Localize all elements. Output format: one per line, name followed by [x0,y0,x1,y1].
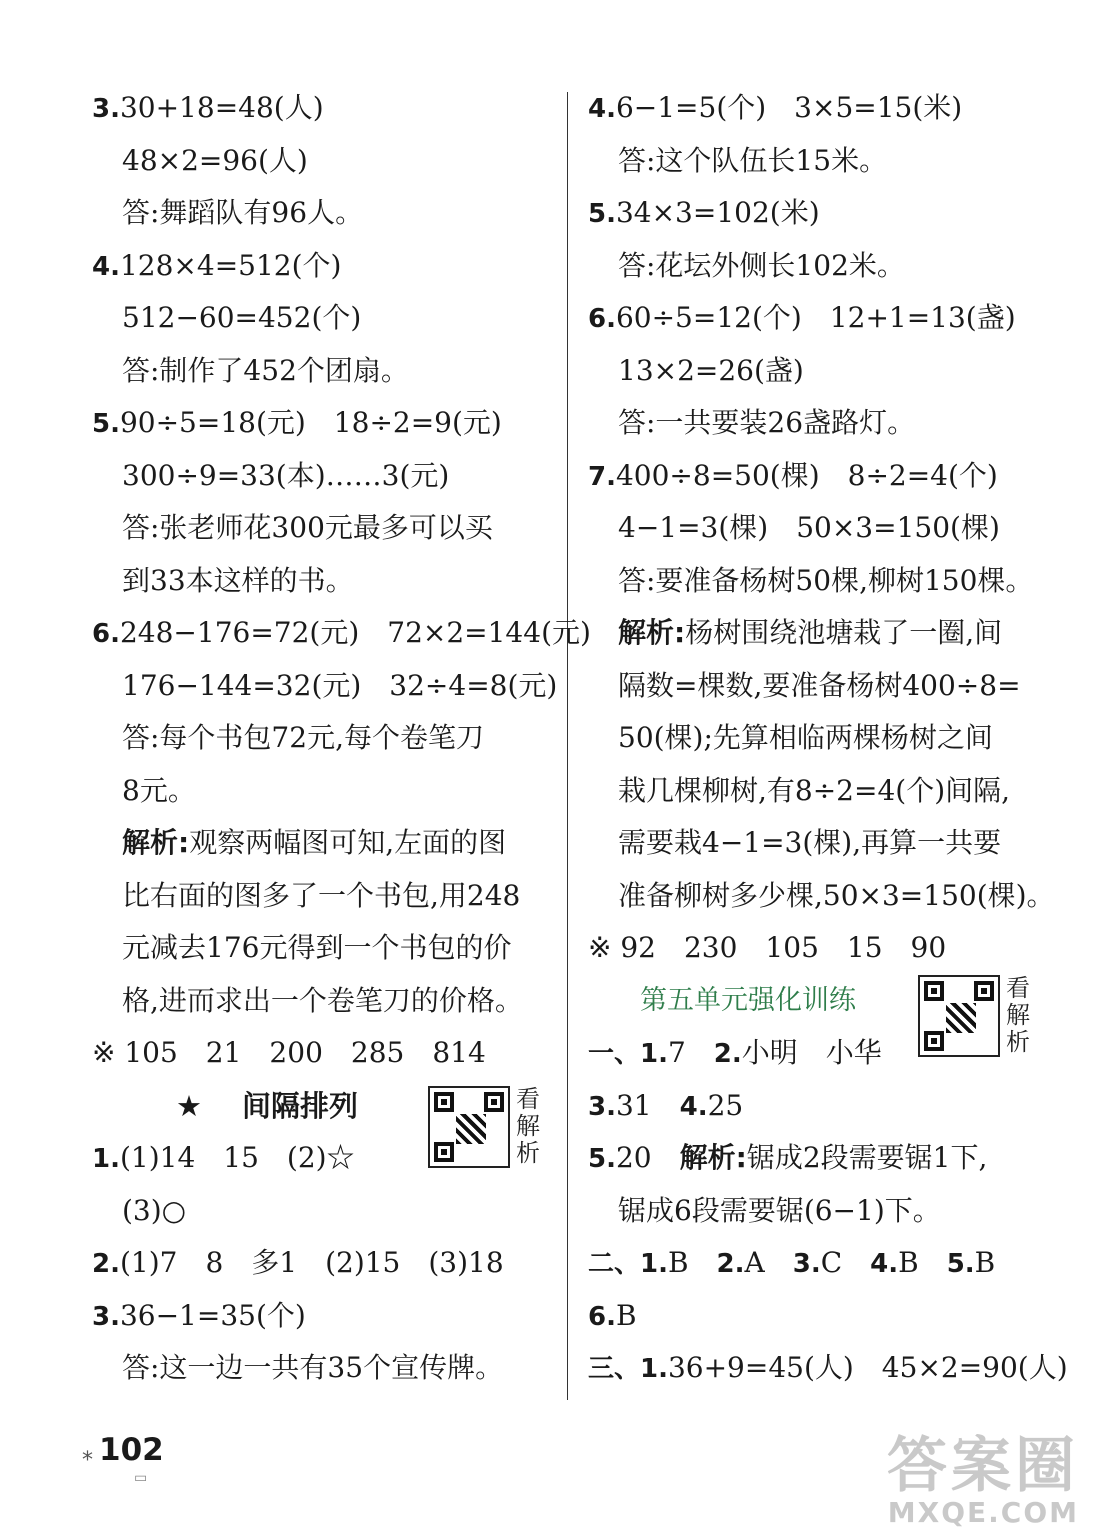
answer-text: 杨树围绕池塘栽了一圈,间 [685,616,1003,649]
answer-line [92,765,554,818]
right-section-answers [588,1027,1068,1395]
answer-text: A [744,1246,793,1279]
answer-text: (1)7 8 多1 (2)15 (3)18 [119,1246,504,1279]
answer-text: 答:这个队伍长15米。 [618,143,888,177]
answer-text: 答:一共要装26盏路灯。 [618,406,916,439]
answer-text: 30+18=48(人) [119,91,324,124]
question-number: 6. [588,304,616,334]
watermark-url: MXQE.COM [887,1496,1079,1529]
answer-text: 答:制作了452个团扇。 [122,353,409,387]
answer-line [588,502,1058,555]
answer-line [92,975,554,1028]
unit-title: 第五单元强化训练 [640,984,856,1016]
answer-text: B [974,1246,996,1279]
question-number: 一、1. [588,1039,668,1069]
page-number-text: 102 [99,1432,164,1468]
answer-text: 答:舞蹈队有96人。 [122,196,364,229]
answer-text: 需要栽4−1=3(棵),再算一共要 [618,826,1002,859]
answer-text: 248−176=72(元) 72×2=144(元) [119,616,591,649]
watermark-logo: 答案圈 [887,1431,1079,1501]
left-answers [92,82,591,1080]
answer-text: 答:张老师花300元最多可以买 [122,511,493,544]
answer-text: C [820,1246,871,1279]
question-number: 4. [92,251,120,282]
answer-text: 34×3=102(米) [615,196,820,229]
answer-text: 答:花坛外侧长102米。 [618,248,905,282]
question-number: 5. [92,409,120,439]
answer-line [92,712,554,765]
answer-text: 176−144=32(元) 32÷4=8(元) [122,668,558,702]
question-number: 5. [588,199,616,229]
question-number: 4. [870,1249,899,1279]
answer-line [92,607,591,660]
answer-line [588,450,1058,503]
answer-text: 锯成2段需要锯1下, [746,1141,988,1174]
answer-line [588,1342,1068,1395]
question-number: 7. [588,461,616,492]
corner-mark: ▭ [134,1470,148,1486]
answer-line [92,450,554,503]
answer-line [92,660,558,713]
answer-line [588,240,1058,293]
answer-text: 8元。 [122,773,196,807]
watermark [887,1431,1079,1529]
question-number: 1. [92,1144,120,1174]
answer-text: 7 [667,1036,714,1069]
question-number: 6. [92,619,120,649]
answer-text: 50(棵);先算相临两棵杨树之间 [618,721,993,754]
right-answers [588,82,1058,975]
answer-text: 格,进而求出一个卷笔刀的价格。 [122,983,523,1017]
answer-line [588,292,1058,345]
answer-line [588,870,1058,923]
answer-line [588,817,1058,870]
question-number: 2. [92,1249,120,1279]
answer-line [588,765,1058,818]
answer-line [588,607,1058,660]
answer-text: 答:要准备杨树50棵,柳树150棵。 [618,563,1034,597]
column-divider [567,92,568,1400]
answer-text: 比右面的图多了一个书包,用248 [122,878,521,912]
answer-line [92,1237,554,1290]
answer-text: 观察两幅图可知,左面的图 [189,826,507,859]
question-number: 3. [92,94,120,124]
answer-text: B [898,1246,947,1279]
qr-code-block-right[interactable] [918,975,1036,1057]
answer-text: ※ 105 21 200 285 814 [92,1036,486,1069]
answer-text: ※ 92 230 105 15 90 [588,931,947,964]
answer-line [92,922,554,975]
qr-label-right: 看 解 析 [1006,974,1030,1056]
answer-text: 准备柳树多少棵,50×3=150(棵)。 [618,878,1055,912]
question-number: 3. [92,1301,120,1332]
section-title-text: 间隔排列 [242,1088,359,1123]
answer-text: 31 [615,1088,680,1122]
answer-line [588,397,1058,450]
answer-text: (3)○ [122,1193,187,1227]
answer-line [92,1027,554,1080]
star-icon: ★ [176,1088,202,1123]
answer-text: 48×2=96(人) [122,143,308,177]
answer-line [92,135,554,188]
answer-line [92,1185,554,1238]
question-number: 6. [588,1301,616,1332]
answer-text: 隔数=棵数,要准备杨树400÷8= [618,668,1021,702]
answer-text: 6−1=5(个) 3×5=15(米) [615,91,963,124]
answer-line [92,345,554,398]
analysis-label: 解析: [679,1141,747,1174]
answer-text: 300÷9=33(本)……3(元) [122,458,450,492]
answer-line [588,660,1058,713]
answer-line [588,1080,1058,1133]
qr-code-icon[interactable] [918,975,1000,1057]
answer-line [92,1290,554,1343]
answer-line [588,712,1058,765]
answer-line [588,1185,1058,1238]
question-number: 5. [946,1249,975,1279]
right-column [588,82,1068,1395]
answer-text: 20 [615,1141,680,1174]
answer-line [588,187,1058,240]
answer-text: B [667,1246,717,1279]
qr-label-left: 看 解 析 [516,1085,540,1167]
answer-line [588,82,1058,135]
answer-line [588,555,1058,608]
question-number: 3. [588,1091,616,1122]
answer-text: 60÷5=12(个) 12+1=13(盏) [615,301,1016,334]
answer-text: 13×2=26(盏) [618,353,804,387]
answer-line [92,187,554,240]
answer-line [588,345,1058,398]
answer-line [588,1132,1058,1185]
answer-line [588,922,1058,975]
answer-text: 到33本这样的书。 [122,563,354,597]
answer-text: 512−60=452(个) [122,301,362,334]
answer-line [588,1237,1058,1290]
answer-text: 答:这一边一共有35个宣传牌。 [122,1351,504,1384]
page-number [82,1432,164,1468]
answer-line [92,870,554,923]
answer-text: 400÷8=50(棵) 8÷2=4(个) [615,458,998,492]
question-number: 二、1. [588,1249,668,1279]
question-number: 4. [588,94,616,124]
analysis-label: 解析: [122,826,190,859]
page-dot-icon: ⁎ [82,1441,93,1466]
qr-code-icon[interactable] [428,1086,510,1168]
qr-code-block-left[interactable] [428,1086,546,1168]
answer-text: 元减去176元得到一个书包的价 [122,931,512,964]
answer-text: 25 [707,1088,744,1122]
question-number: 2. [713,1039,742,1069]
answer-line [92,817,554,870]
answer-line [92,555,554,608]
answer-text: 36−1=35(个) [119,1298,306,1332]
answer-text: 90÷5=18(元) 18÷2=9(元) [119,406,502,439]
question-number: 2. [716,1249,745,1279]
answer-text: 锯成6段需要锯(6−1)下。 [618,1193,941,1227]
analysis-label: 解析: [618,616,686,649]
left-section-answers [92,1132,554,1395]
answer-text: 栽几棵柳树,有8÷2=4(个)间隔, [618,773,1011,807]
answer-text: B [615,1298,637,1332]
answer-line [92,1342,554,1395]
question-number: 4. [679,1091,708,1122]
question-number: 3. [792,1249,821,1279]
answer-line [92,240,554,293]
answer-text: 小明 小华 [741,1036,882,1069]
answer-line [92,292,554,345]
answer-text: 36+9=45(人) 45×2=90(人) [667,1351,1068,1384]
answer-line [92,502,554,555]
question-number: 三、1. [588,1354,668,1384]
answer-text: (1)14 15 (2)☆ [119,1141,355,1174]
answer-line [588,135,1058,188]
left-column [92,82,591,1395]
answer-text: 答:每个书包72元,每个卷笔刀 [122,721,484,754]
question-number: 5. [588,1144,616,1174]
answer-text: 128×4=512(个) [119,248,342,282]
answer-line [92,82,554,135]
answer-line [588,1290,1058,1343]
answer-line [92,397,554,450]
answer-text: 4−1=3(棵) 50×3=150(棵) [618,511,1000,544]
